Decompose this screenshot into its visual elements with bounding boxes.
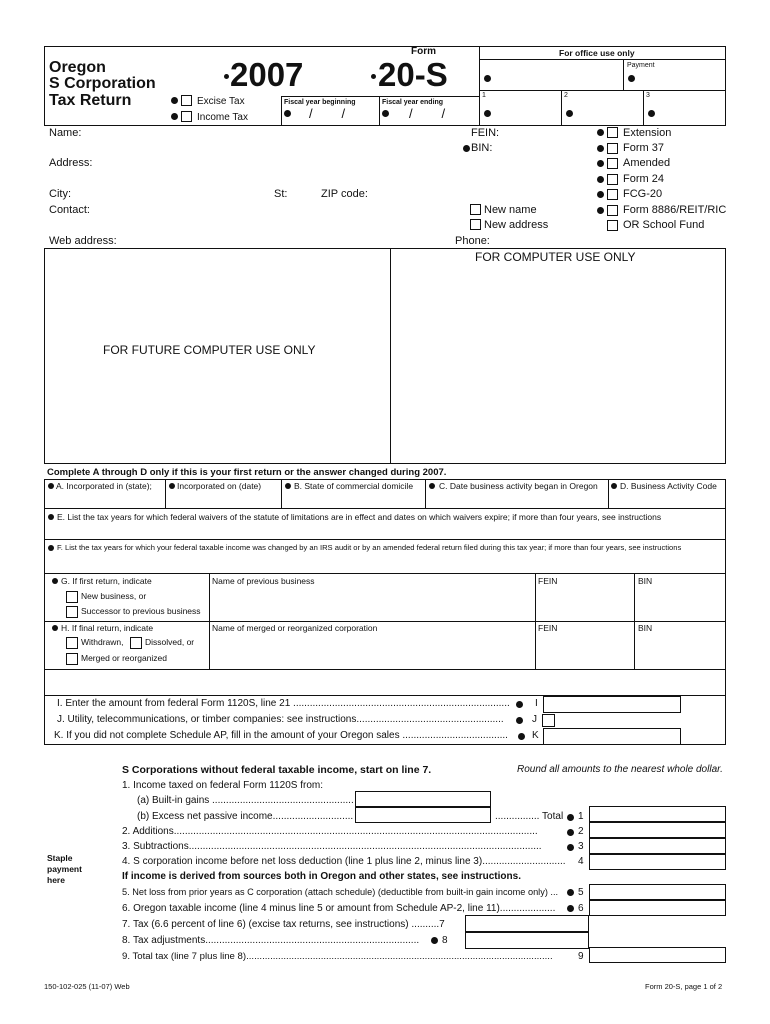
h-dissolved-checkbox[interactable] xyxy=(130,637,142,649)
year-bullet xyxy=(224,74,229,79)
line1-bullet xyxy=(567,814,574,821)
line1-amount-field[interactable] xyxy=(589,806,726,822)
header-left-rule xyxy=(44,46,45,125)
h-label: H. If final return, indicate xyxy=(61,623,154,633)
zip-label: ZIP code: xyxy=(321,188,368,200)
line-k-amount-field[interactable] xyxy=(543,728,681,745)
h-bullet xyxy=(52,625,58,631)
staple-line-2: payment xyxy=(47,864,82,874)
header-bottom-rule xyxy=(44,125,726,126)
address-label: Address: xyxy=(49,157,93,169)
form-code: 150-102-025 (11-07) Web xyxy=(44,982,130,991)
line2-number: 2 xyxy=(578,826,584,837)
form-title-state: Oregon xyxy=(49,59,106,76)
office-col3-label: 3 xyxy=(646,92,650,99)
excise-bullet xyxy=(171,97,178,104)
c-divider xyxy=(425,479,426,508)
form24-label: Form 24 xyxy=(623,173,664,185)
d-bullet xyxy=(611,483,617,489)
office-col2-bullet xyxy=(566,110,573,117)
g-new-business-label: New business, or xyxy=(81,591,147,601)
line1a-label: (a) Built-in gains ................................................... xyxy=(137,795,354,806)
h-name-divider xyxy=(209,621,210,669)
h-withdrawn-label: Withdrawn, xyxy=(81,637,124,647)
fiscal-end-label: Fiscal year ending xyxy=(382,99,444,106)
extension-bullet xyxy=(597,129,604,136)
fiscal-begin-label: Fiscal year beginning xyxy=(284,99,356,106)
form24-checkbox[interactable] xyxy=(607,174,618,185)
d-label: D. Business Activity Code xyxy=(620,481,717,491)
line5-number: 5 xyxy=(578,887,584,898)
line6-amount-field[interactable] xyxy=(589,900,726,916)
d-divider xyxy=(608,479,609,508)
form8886-checkbox[interactable] xyxy=(607,205,618,216)
name-label: Name: xyxy=(49,127,82,139)
school-fund-checkbox[interactable] xyxy=(607,220,618,231)
line1b-label: (b) Excess net passive income............................. xyxy=(137,811,354,822)
payment-left-rule xyxy=(623,59,624,90)
office-header-rule xyxy=(479,59,725,60)
line-i-bullet xyxy=(516,701,523,708)
form37-checkbox[interactable] xyxy=(607,143,618,154)
h-merged-checkbox[interactable] xyxy=(66,653,78,665)
g-bin-label: BIN xyxy=(638,576,653,586)
line5-label: 5. Net loss from prior years as C corporation (attach schedule) (deductible from built-in gain income only) ... xyxy=(122,887,559,897)
h-fein-divider xyxy=(535,621,536,669)
line3-bullet xyxy=(567,844,574,851)
row-h-bottom xyxy=(44,669,726,670)
staple-line-1: Staple xyxy=(47,853,73,863)
fiscal-top-rule xyxy=(281,96,479,97)
form-label: Form xyxy=(411,46,436,57)
h-withdrawn-checkbox[interactable] xyxy=(66,637,78,649)
line-j-letter: J xyxy=(532,714,537,725)
section-ad-heading: Complete A through D only if this is your first return or the answer changed during 2007. xyxy=(47,467,447,478)
h-dissolved-label: Dissolved, or xyxy=(145,637,195,647)
row-f-bottom xyxy=(44,573,726,574)
c-label: C. Date business activity began in Oregon xyxy=(439,481,598,491)
g-label: G. If first return, indicate xyxy=(61,576,152,586)
state-label: St: xyxy=(274,188,288,200)
line8-number: 8 xyxy=(442,935,448,946)
line8-bullet xyxy=(431,937,438,944)
amended-checkbox[interactable] xyxy=(607,158,618,169)
line4-amount-field[interactable] xyxy=(589,854,726,870)
new-address-label: New address xyxy=(484,219,549,231)
web-address-label: Web address: xyxy=(49,235,117,247)
new-address-checkbox[interactable] xyxy=(470,219,481,230)
e-bullet xyxy=(48,514,54,520)
line-k-letter: K xyxy=(532,730,539,741)
income-heading: S Corporations without federal taxable income, start on line 7. xyxy=(122,764,432,776)
line-k-bullet xyxy=(518,733,525,740)
line2-label: 2. Additions................................................................................................................................... xyxy=(122,826,538,837)
office-col3-bullet xyxy=(648,110,655,117)
line1-total-label: ................ Total xyxy=(495,811,564,822)
income-tax-label: Income Tax xyxy=(197,112,248,123)
h-fein-label: FEIN xyxy=(538,623,558,633)
h-merged-label: Merged or reorganized xyxy=(81,653,167,663)
form-number-bullet xyxy=(371,74,376,79)
office-col3-rule xyxy=(643,90,644,125)
office-left-rule xyxy=(479,46,480,125)
h-bin-divider xyxy=(634,621,635,669)
office-col2-label: 2 xyxy=(564,92,568,99)
a2-divider xyxy=(165,479,166,508)
round-note: Round all amounts to the nearest whole dollar. xyxy=(517,764,723,775)
payment-label: Payment xyxy=(627,62,655,69)
line2-bullet xyxy=(567,829,574,836)
fcg20-label: FCG-20 xyxy=(623,188,663,200)
fiscal-mid-rule xyxy=(379,96,380,125)
line1b-field[interactable] xyxy=(355,807,491,823)
contact-label: Contact: xyxy=(49,204,90,216)
fiscal-end-bullet xyxy=(382,110,389,117)
f-label: F. List the tax years for which your federal taxable income was changed by an IRS audit or by an amended federal return filed during this tax year; if more than four years, see instructions xyxy=(57,543,682,552)
bin-label: BIN: xyxy=(471,142,493,154)
line6-number: 6 xyxy=(578,903,584,914)
line2-amount-field[interactable] xyxy=(589,822,726,838)
new-name-checkbox[interactable] xyxy=(470,204,481,215)
fein-label: FEIN: xyxy=(471,127,500,139)
e-label: E. List the tax years for which federal waivers of the statute of limitations are in effect and dates on which waivers expire; if more than four years, see instructions xyxy=(57,512,662,522)
line-k-label: K. If you did not complete Schedule AP, fill in the amount of your Oregon sales ...................................... xyxy=(54,730,508,741)
a2-bullet xyxy=(169,483,175,489)
line1-label: 1. Income taxed on federal Form 1120S from: xyxy=(122,780,324,791)
line-j-bullet xyxy=(516,717,523,724)
payment-bullet xyxy=(628,75,635,82)
office-bullet-1 xyxy=(484,75,491,82)
line-j-checkbox[interactable] xyxy=(542,714,555,727)
office-col1-label: 1 xyxy=(482,92,486,99)
fcg20-checkbox[interactable] xyxy=(607,189,618,200)
multistate-note: If income is derived from sources both in Oregon and other states, see instructions. xyxy=(122,871,521,882)
amended-label: Amended xyxy=(623,157,671,169)
city-label: City: xyxy=(49,188,71,200)
b-label: B. State of commercial domicile xyxy=(294,481,414,491)
fiscal-left-rule xyxy=(281,96,282,125)
line-i-amount-field[interactable] xyxy=(543,696,681,713)
fcg20-bullet xyxy=(597,191,604,198)
page-number: Form 20-S, page 1 of 2 xyxy=(645,982,723,991)
form-title-line3: Tax Return xyxy=(49,92,132,109)
line3-amount-field[interactable] xyxy=(589,838,726,854)
income-bullet xyxy=(171,113,178,120)
g-fein-divider xyxy=(535,573,536,621)
line3-label: 3. Subtractions............................................................................................................................... xyxy=(122,841,542,852)
line4-label: 4. S corporation income before net loss deduction (line 1 plus line 2, minus line 3).............................. xyxy=(122,856,566,867)
form8886-label: Form 8886/REIT/RIC xyxy=(623,204,727,216)
line1-number: 1 xyxy=(578,811,584,822)
staple-line-3: here xyxy=(47,875,65,885)
g-bin-divider xyxy=(634,573,635,621)
g-successor-checkbox[interactable] xyxy=(66,606,78,618)
header-top-rule xyxy=(44,46,726,47)
line9-amount-field[interactable] xyxy=(589,947,726,963)
header-right-rule xyxy=(725,46,726,125)
line9-label: 9. Total tax (line 7 plus line 8)................................................................................................................... xyxy=(122,951,553,962)
office-col2-rule xyxy=(561,90,562,125)
a2-label: Incorporated on (date) xyxy=(177,481,262,491)
g-bullet xyxy=(52,578,58,584)
extension-label: Extension xyxy=(623,127,672,139)
b-divider xyxy=(281,479,282,508)
future-computer-label: FOR FUTURE COMPUTER USE ONLY xyxy=(103,343,316,357)
g-fein-label: FEIN xyxy=(538,576,558,586)
form37-bullet xyxy=(597,145,604,152)
excise-tax-label: Excise Tax xyxy=(197,96,245,107)
a1-label: A. Incorporated in (state); xyxy=(56,481,152,491)
extension-checkbox[interactable] xyxy=(607,127,618,138)
g-new-business-checkbox[interactable] xyxy=(66,591,78,603)
c-bullet xyxy=(429,483,435,489)
line6-bullet xyxy=(567,905,574,912)
h-bin-label: BIN xyxy=(638,623,653,633)
form37-label: Form 37 xyxy=(623,142,664,154)
g-prev-name-label: Name of previous business xyxy=(212,576,315,586)
f-bullet xyxy=(48,545,54,551)
computer-use-label: FOR COMPUTER USE ONLY xyxy=(475,250,636,264)
line8-label: 8. Tax adjustments............................................................................. xyxy=(122,935,420,946)
new-name-label: New name xyxy=(484,204,537,216)
office-col1-bullet xyxy=(484,110,491,117)
line8-field[interactable] xyxy=(465,932,589,949)
form8886-bullet xyxy=(597,207,604,214)
line4-number: 4 xyxy=(578,856,584,867)
fiscal-end-date[interactable]: / / xyxy=(409,106,446,121)
g-successor-label: Successor to previous business xyxy=(81,606,201,616)
row-a-bottom xyxy=(44,508,726,509)
computer-use-box xyxy=(390,248,726,464)
row-g-bottom xyxy=(44,621,726,622)
form24-bullet xyxy=(597,176,604,183)
school-fund-label: OR School Fund xyxy=(623,219,705,231)
fiscal-begin-date[interactable]: / / xyxy=(309,106,346,121)
line3-number: 3 xyxy=(578,841,584,852)
row-e-bottom xyxy=(44,539,726,540)
tax-year: 2007 xyxy=(230,56,304,93)
phone-label: Phone: xyxy=(455,235,490,247)
a-bullet xyxy=(48,483,54,489)
fiscal-begin-bullet xyxy=(284,110,291,117)
line-i-label: I. Enter the amount from federal Form 1120S, line 21 .............................................................................. xyxy=(57,698,510,709)
form-title-line2: S Corporation xyxy=(49,75,156,92)
line5-amount-field[interactable] xyxy=(589,884,726,900)
line5-bullet xyxy=(567,889,574,896)
b-bullet xyxy=(285,483,291,489)
line1a-field[interactable] xyxy=(355,791,491,807)
line-j-label: J. Utility, telecommunications, or timber companies: see instructions..................................................... xyxy=(57,714,504,725)
line9-number: 9 xyxy=(578,951,584,962)
amended-bullet xyxy=(597,160,604,167)
bin-bullet xyxy=(463,145,470,152)
h-merged-name-label: Name of merged or reorganized corporation xyxy=(212,623,378,633)
office-use-label: For office use only xyxy=(559,48,635,58)
line-i-letter: I xyxy=(535,698,538,709)
line7-field[interactable] xyxy=(465,915,589,932)
excise-tax-checkbox[interactable] xyxy=(181,95,192,106)
line7-label: 7. Tax (6.6 percent of line 6) (excise tax returns, see instructions) ..........7 xyxy=(122,919,445,930)
g-prev-divider xyxy=(209,573,210,621)
income-tax-checkbox[interactable] xyxy=(181,111,192,122)
line6-label: 6. Oregon taxable income (line 4 minus line 5 or amount from Schedule AP-2, line 11).................... xyxy=(122,903,556,914)
office-row-rule xyxy=(479,90,725,91)
form-number: 20-S xyxy=(378,56,448,93)
